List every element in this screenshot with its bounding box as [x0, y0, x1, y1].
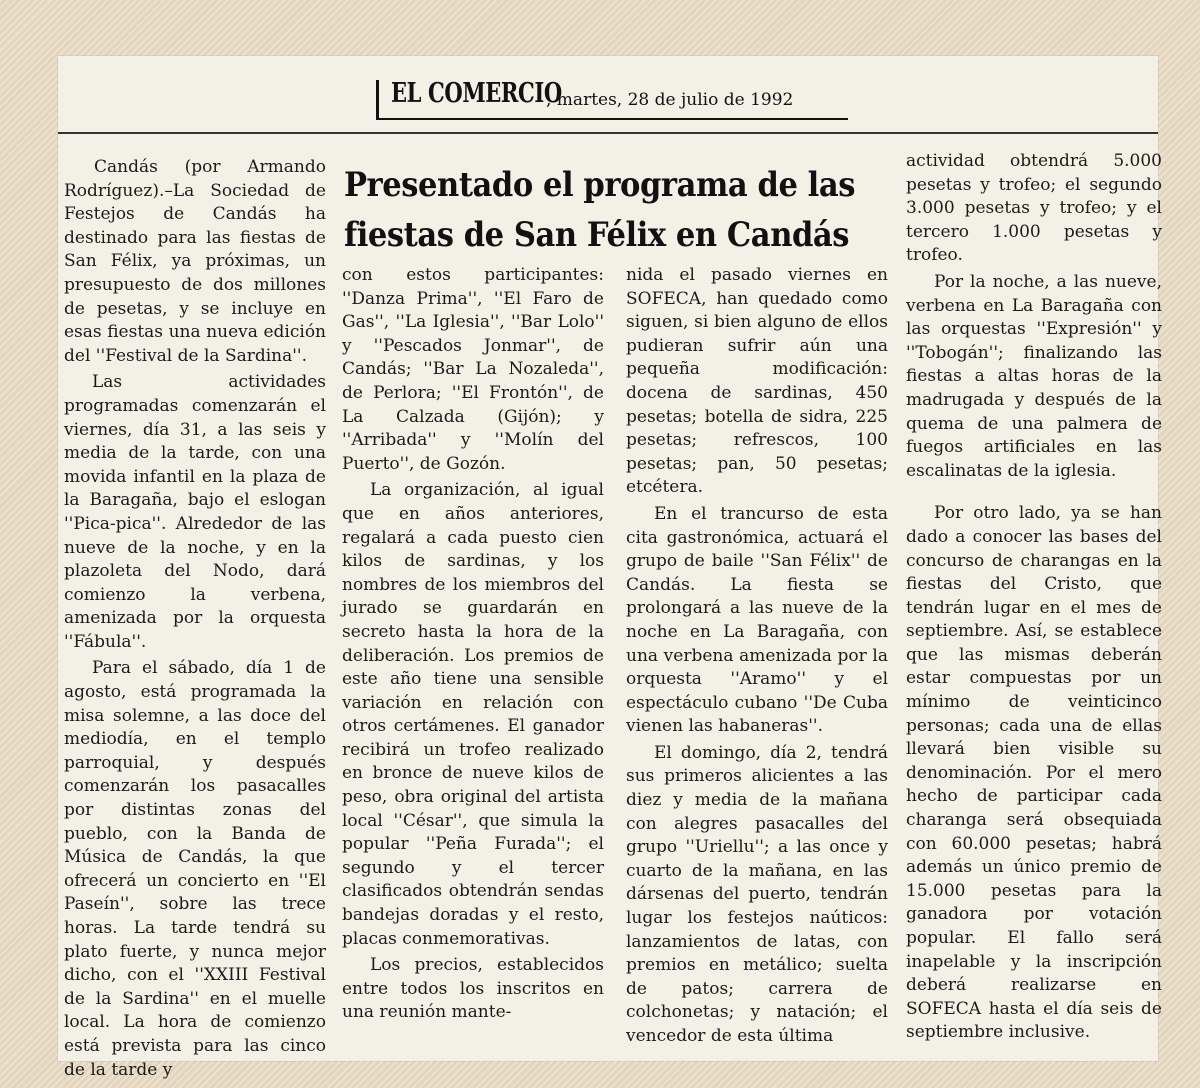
masthead-bar [376, 80, 379, 118]
paragraph: Por otro lado, ya se han dado a conocer las bases del concurso de charangas en la fiestas del Cristo, que tendrán lugar en el mes de septiembre. Así, se establece que las mismas deberán estar compuestas por un mínimo de veinticinco personas; cada una de ellas llevará bien visible su denominación. Por el mero hecho de participar cada charanga será obsequiada con 60.000 pesetas; habrá además un único premio de 15.000 pesetas para la ganadora por votación popular. El fallo será inapelable y la inscripción deberá realizarse en SOFECA hasta el día seis de septiembre inclusive. [906, 503, 1162, 1043]
paragraph-gap [906, 486, 1162, 502]
article-column-4 [906, 150, 1162, 1048]
article-column-1 [64, 156, 326, 1085]
paragraph: con estos participantes: ''Danza Prima'', ''El Faro de Gas'', ''La Iglesia'', ''Bar Lolo'' y ''Pescados Jonmar'', de Candás; ''Bar La Nozaleda'', de Perlora; ''El Frontón'', de La Calzada (Gijón); y ''Arribada'' y ''Molín del Puerto'', de Gozón. [342, 265, 604, 474]
paragraph: Por la noche, a las nueve, verbena en La Baragaña con las orquestas ''Expresión'' y ''Tobogán''; finalizando las fiestas a altas horas de la madrugada y después de la quema de una palmera de fuegos artificiales en las escalinatas de la iglesia. [906, 271, 1162, 481]
paragraph: Para el sábado, día 1 de agosto, está programada la misa solemne, a las doce del mediodía, en el templo parroquial, y después comenzarán los pasacalles por distintas zonas del pueblo, con la Banda de Música de Candás, la que ofrecerá un concierto en ''El Paseín'', sobre las trece horas. La tarde tendrá su plato fuerte, y nunca mejor dicho, con el ''XXIII Festival de la Sardina'' en el muelle local. La hora de comienzo está prevista para las cinco de la tarde y [64, 658, 326, 1080]
article-column-2 [342, 264, 604, 1028]
masthead [58, 72, 1158, 120]
article-column-3 [626, 264, 888, 1052]
newspaper-clipping [58, 56, 1162, 1080]
article-headline [344, 160, 864, 260]
paragraph: Los precios, establecidos entre todos los inscritos en una reunión mante- [342, 955, 604, 1023]
paragraph: En el trancurso de esta cita gastronómica, actuará el grupo de baile ''San Félix'' de Candás. La fiesta se prolongará a las nueve de la noche en La Baragaña, con una verbena amenizada por la orquesta ''Aramo'' y el espectáculo cubano ''De Cuba vienen las habaneras''. [626, 503, 888, 737]
publication-date: , martes, 28 de julio de 1992 [546, 90, 794, 110]
header-rule [58, 132, 1158, 134]
paragraph: nida el pasado viernes en SOFECA, han quedado como siguen, si bien alguno de ellos pudieran sufrir aún una pequeña modificación: docena de sardinas, 450 pesetas; botella de sidra, 225 pesetas; refrescos, 100 pesetas; pan, 50 pesetas; etcétera. [626, 265, 888, 498]
paragraph: El domingo, día 2, tendrá sus primeros alicientes a las diez y media de la mañana con alegres pasacalles del grupo ''Uriellu''; a las once y cuarto de la mañana, en las dársenas del puerto, tendrán lugar los festejos naúticos: lanzamientos de latas, con premios en metálico; suelta de patos; carrera de colchonetas; y natación; el vencedor de esta última [626, 742, 888, 1046]
paragraph: Las actividades programadas comenzarán el viernes, día 31, a las seis y media de la tarde, con una movida infantil en la plaza de la Baragaña, bajo el eslogan ''Pica-pica''. Alrededor de las nueve de la noche, y en la plazoleta del Nodo, dará comienzo la verbena, amenizada por la orquesta ''Fábula''. [64, 372, 326, 652]
newspaper-name: EL COMERCIO [391, 78, 562, 109]
paragraph: La organización, al igual que en años anteriores, regalará a cada puesto cien kilos de sardinas, y los nombres de los miembros del jurado se guardarán en secreto hasta la hora de la deliberación. Los premios de este año tiene una sensible variación en relación con otros certámenes. El ganador recibirá un trofeo realizado en bronce de nueve kilos de peso, obra original del artista local ''César'', que simula la popular ''Peña Furada''; el segundo y el tercer clasificados obtendrán sendas bandejas doradas y el resto, placas conmemorativas. [342, 480, 604, 949]
headline-line-1: Presentado el programa de las [344, 165, 856, 205]
headline-line-2: fiestas de San Félix en Candás [344, 215, 850, 255]
paragraph: actividad obtendrá 5.000 pesetas y trofeo; el segundo 3.000 pesetas y trofeo; y el tercero 1.000 pesetas y trofeo. [906, 151, 1162, 266]
masthead-underline [376, 118, 848, 120]
paragraph: Candás (por Armando Rodríguez).–La Sociedad de Festejos de Candás ha destinado para las fiestas de San Félix, ya próximas, un presupuesto de dos millones de pesetas, y se incluye en esas fiestas una nueva edición del ''Festival de la Sardina''. [64, 157, 326, 366]
